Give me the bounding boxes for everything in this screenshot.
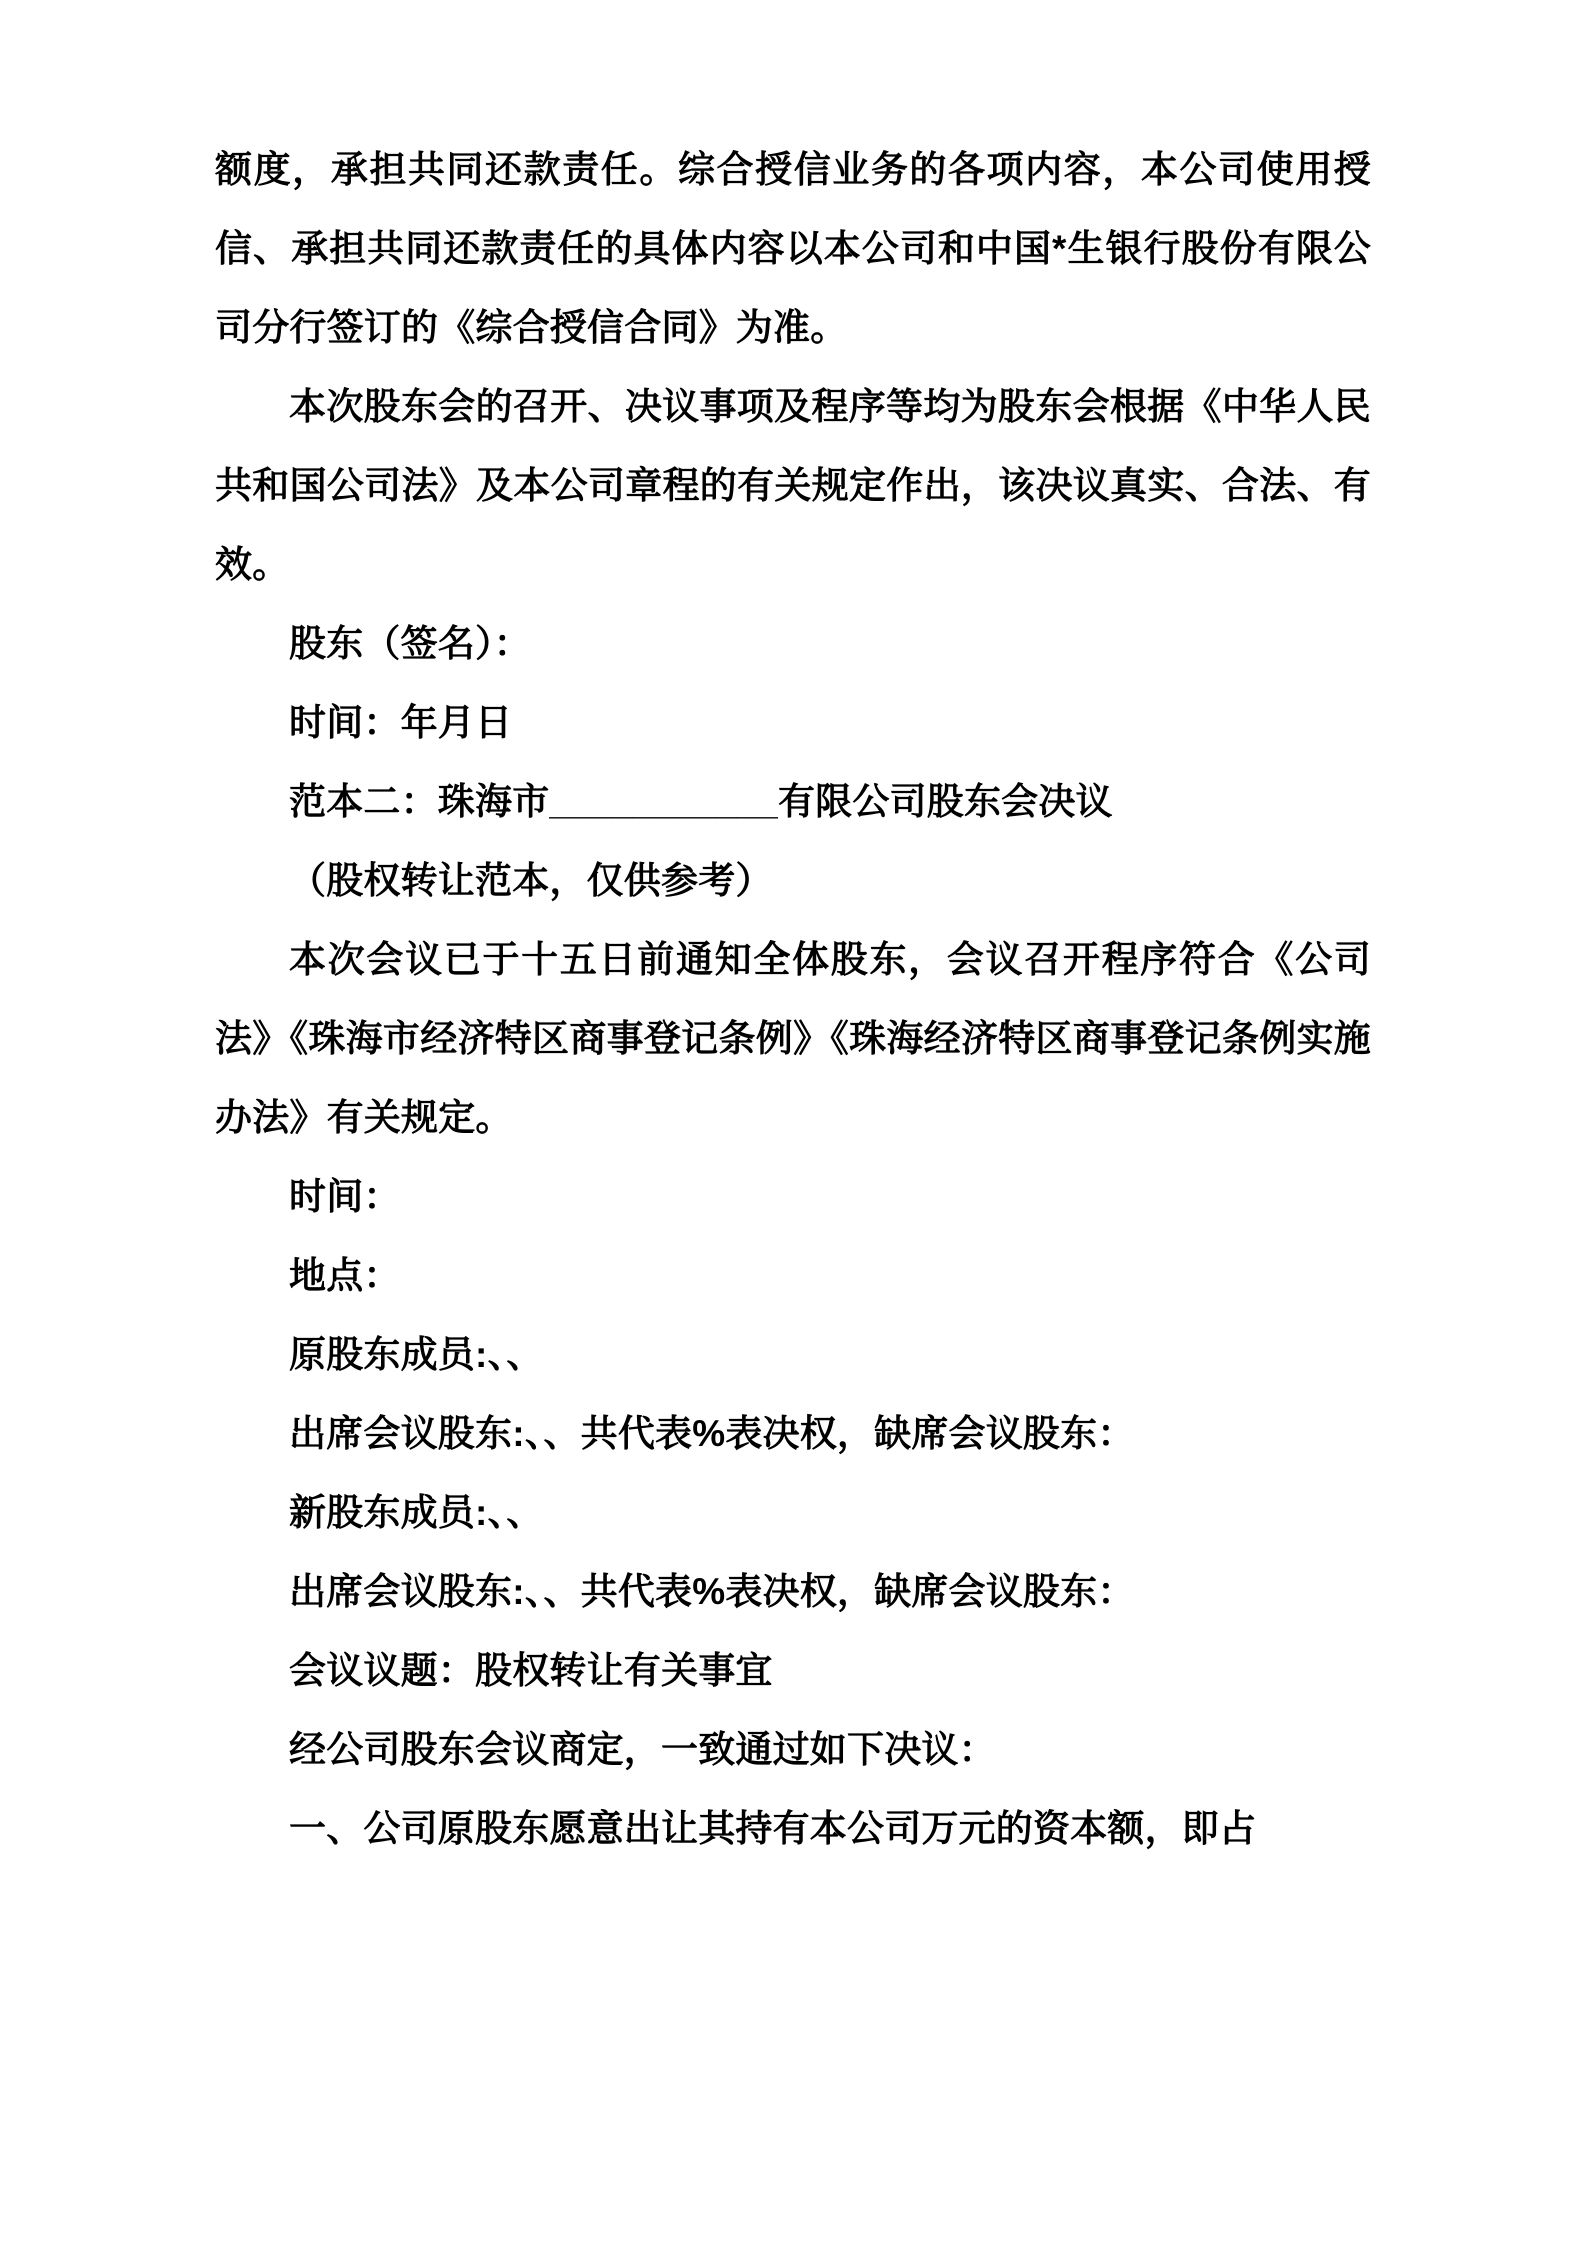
paragraph-date-line: 时间：年月日 bbox=[289, 702, 513, 743]
paragraph-original-shareholders: 原股东成员:、、 bbox=[289, 1334, 544, 1375]
paragraph-shareholder-signature: 股东（签名）： bbox=[289, 623, 531, 664]
paragraph-attending-shareholders-2: 出席会议股东:、、共代表%表决权，缺席会议股东： bbox=[289, 1571, 1135, 1612]
paragraph-meeting-notice: 本次会议已于十五日前通知全体股东，会议召开程序符合《公司法》《珠海市经济特区商事登记条例》《珠海经济特区商事登记条例实施办法》有关规定。 bbox=[215, 939, 1371, 1138]
paragraph-attending-shareholders-1: 出席会议股东:、、共代表%表决权，缺席会议股东： bbox=[289, 1413, 1135, 1454]
paragraph-new-shareholders: 新股东成员:、、 bbox=[289, 1492, 544, 1533]
paragraph-meeting-topic: 会议议题：股权转让有关事宜 bbox=[289, 1650, 773, 1691]
document-body bbox=[215, 130, 1371, 1868]
paragraph-template-two-subtitle: （股权转让范本，仅供参考） bbox=[289, 860, 773, 901]
paragraph-item-one: 一、公司原股东愿意出让其持有本公司万元的资本额，即占 bbox=[289, 1808, 1257, 1849]
paragraph-meeting-place: 地点： bbox=[289, 1255, 401, 1296]
paragraph-credit-line: 额度，承担共同还款责任。综合授信业务的各项内容，本公司使用授信、承担共同还款责任的具体内容以本公司和中国*生银行股份有限公司分行签订的《综合授信合同》为准。 bbox=[215, 149, 1371, 348]
paragraph-resolution-validity: 本次股东会的召开、决议事项及程序等均为股东会根据《中华人民共和国公司法》及本公司章程的有关规定作出，该决议真实、合法、有效。 bbox=[215, 386, 1371, 585]
paragraph-resolution-intro: 经公司股东会议商定，一致通过如下决议： bbox=[289, 1729, 996, 1770]
paragraph-meeting-time: 时间： bbox=[289, 1176, 401, 1217]
paragraph-template-two-title: 范本二：珠海市___________有限公司股东会决议 bbox=[289, 781, 1113, 822]
